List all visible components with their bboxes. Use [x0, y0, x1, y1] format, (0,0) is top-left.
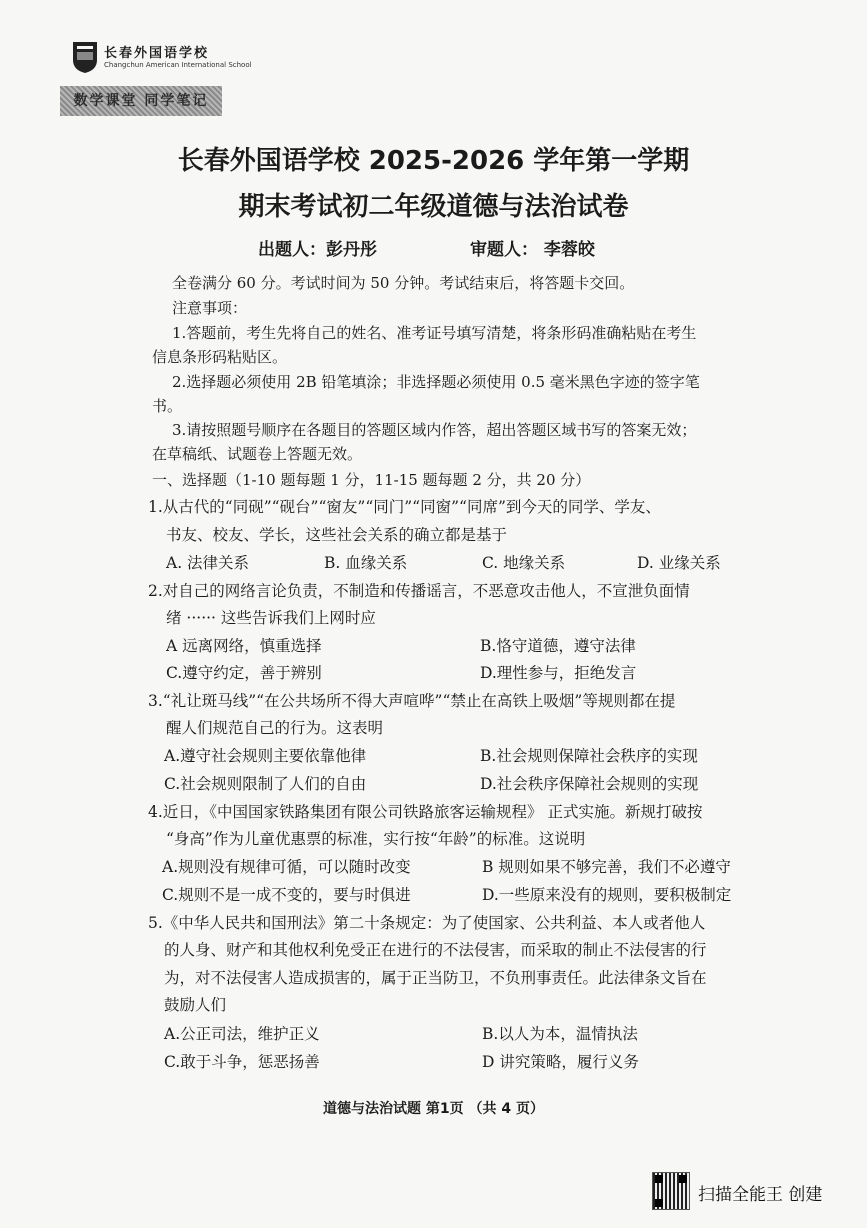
question-2-option-d: D.理性参与，拒绝发言 — [480, 664, 637, 682]
reviewer-name: 审题人： 李蓉皎 — [470, 240, 595, 260]
school-logo-text: 长春外国语学校 — [104, 46, 210, 61]
question-1-option-b: B. 血缘关系 — [324, 554, 408, 572]
question-5-option-d: D 讲究策略，履行义务 — [482, 1053, 639, 1071]
notice-1b: 信息条形码粘贴区。 — [152, 348, 288, 366]
notice-3b: 在草稿纸、试题卷上答题无效。 — [152, 445, 363, 463]
question-5-line3: 为，对不法侵害人造成损害的，属于正当防卫，不负刑事责任。此法律条文旨在 — [164, 969, 707, 987]
setter-name: 出题人：彭丹彤 — [258, 240, 377, 260]
question-1-option-c: C. 地缘关系 — [482, 554, 566, 572]
page-title-line1: 长春外国语学校 2025-2026 学年第一学期 — [177, 146, 690, 176]
question-5-line4: 鼓励人们 — [164, 996, 227, 1014]
notice-1a: 1.答题前，考生先将自己的姓名、准考证号填写清楚，将条形码准确粘贴在考生 — [172, 324, 697, 342]
section-heading: 一、选择题（1-10 题每题 1 分，11-15 题每题 2 分，共 20 分） — [152, 471, 591, 489]
notice-2a: 2.选择题必须使用 2B 铅笔填涂；非选择题必须使用 0.5 毫米黑色字迹的签字笔 — [172, 373, 700, 391]
question-4-option-d: D.一些原来没有的规则，要积极制定 — [482, 886, 732, 904]
question-2-line1: 2.对自己的网络言论负责，不制造和传播谣言，不恶意攻击他人，不宣泄负面情 — [148, 582, 690, 600]
question-5-line2: 的人身、财产和其他权利免受正在进行的不法侵害，而采取的制止不法侵害的行 — [164, 941, 707, 959]
question-5-option-b: B.以人为本，温情执法 — [482, 1025, 638, 1043]
question-4-option-c: C.规则不是一成不变的，要与时俱进 — [162, 886, 411, 904]
notice-2b: 书。 — [152, 397, 183, 415]
school-logo-icon — [72, 40, 98, 74]
notice-3a: 3.请按照题号顺序在各题目的答题区域内作答，超出答题区域书写的答案无效； — [172, 421, 697, 439]
school-logo-subtext: Changchun American International School — [104, 61, 252, 69]
question-4-option-b: B 规则如果不够完善，我们不必遵守 — [482, 858, 731, 876]
question-3-line2: 醒人们规范自己的行为。这表明 — [166, 719, 384, 737]
question-1-option-d: D. 业缘关系 — [637, 554, 721, 572]
question-2-line2: 绪 ······ 这些告诉我们上网时应 — [166, 609, 376, 627]
question-2-option-c: C.遵守约定，善于辨别 — [166, 664, 322, 682]
question-3-line1: 3.“礼让斑马线”“在公共场所不得大声喧哗”“禁止在高铁上吸烟”等规则都在提 — [148, 692, 676, 710]
question-2-option-b: B.恪守道德，遵守法律 — [480, 637, 636, 655]
question-4-line1: 4.近日，《中国国家铁路集团有限公司铁路旅客运输规程》 正式实施。新规打破按 — [148, 803, 703, 821]
question-3-option-c: C.社会规则限制了人们的自由 — [164, 775, 367, 793]
question-1-line1: 1.从古代的“同砚”“砚台”“窗友”“同门”“同窗”“同席”到今天的同学、学友、 — [148, 498, 661, 516]
question-4-option-a: A.规则没有规律可循，可以随时改变 — [162, 858, 411, 876]
question-1-line2: 书友、校友、学长，这些社会关系的确立都是基于 — [166, 526, 508, 544]
qr-code-icon — [652, 1172, 690, 1210]
question-3-option-b: B.社会规则保障社会秩序的实现 — [480, 747, 698, 765]
question-2-option-a: A 远离网络，慎重选择 — [166, 637, 322, 655]
question-3-option-a: A.遵守社会规则主要依靠他律 — [164, 747, 367, 765]
question-4-line2: “身高”作为儿童优惠票的标准，实行按“年龄”的标准。这说明 — [166, 830, 586, 848]
question-5-option-a: A.公正司法，维护正义 — [164, 1025, 320, 1043]
question-5-line1: 5.《中华人民共和国刑法》第二十条规定：为了使国家、公共利益、本人或者他人 — [148, 914, 706, 932]
stamp-badge: 数学课堂 同学笔记 — [60, 86, 222, 116]
exam-info: 全卷满分 60 分。考试时间为 50 分钟。考试结束后，将答题卡交回。 — [172, 274, 635, 292]
notice-title: 注意事项： — [172, 299, 248, 317]
question-1-option-a: A. 法律关系 — [166, 554, 250, 572]
scanner-watermark: 扫描全能王 创建 — [698, 1185, 823, 1205]
question-3-option-d: D.社会秩序保障社会规则的实现 — [480, 775, 699, 793]
question-5-option-c: C.敢于斗争，惩恶扬善 — [164, 1053, 320, 1071]
page-title-line2: 期末考试初二年级道德与法治试卷 — [238, 192, 629, 222]
page-footer: 道德与法治试题 第1页 （共 4 页） — [323, 1101, 544, 1117]
